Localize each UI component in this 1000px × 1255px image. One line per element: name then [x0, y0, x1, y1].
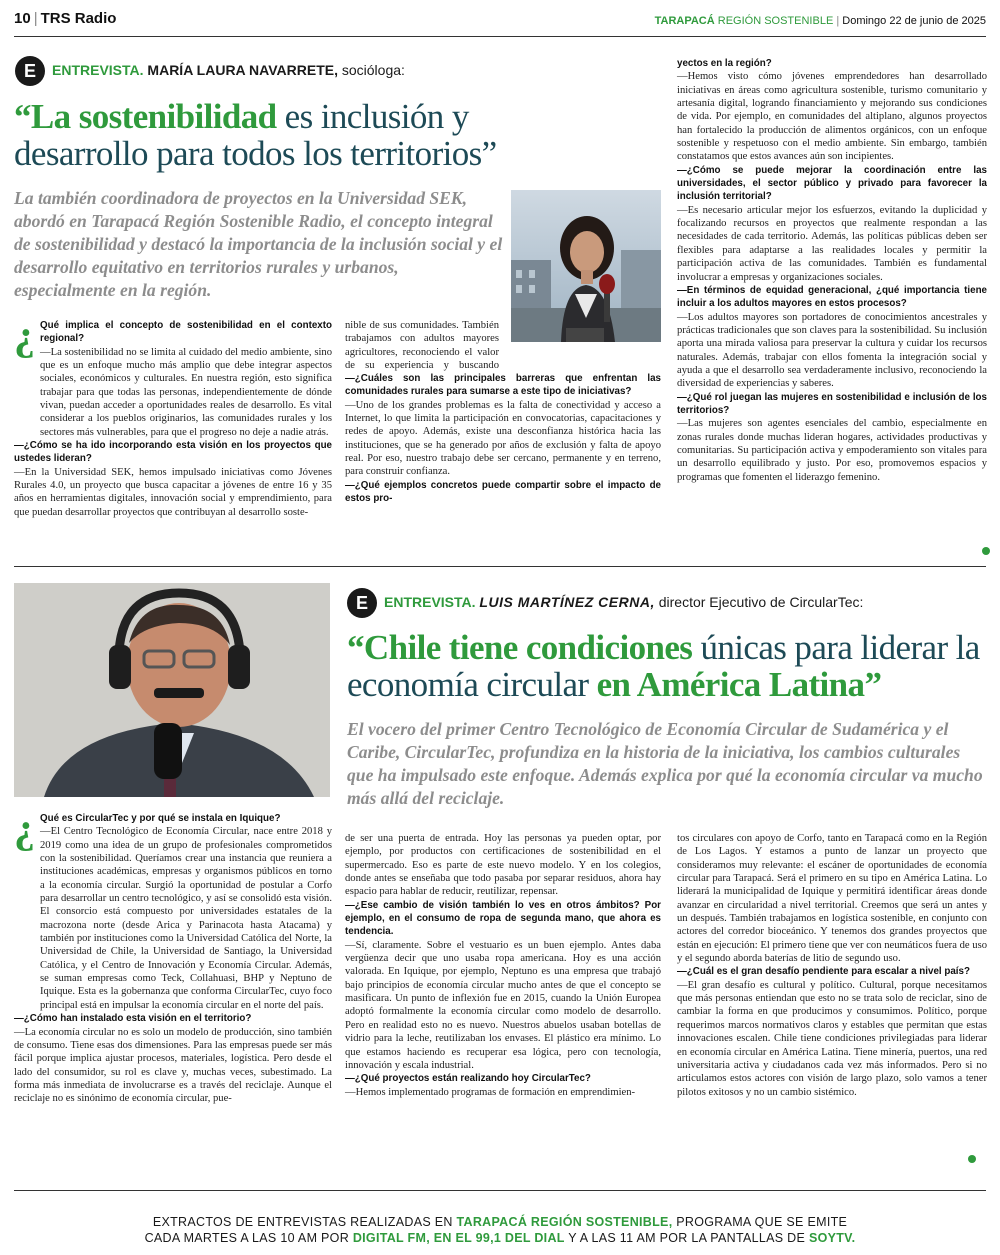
- answer: —Hemos visto cómo jóvenes emprendedores han desarrollado iniciativas en áreas como agricultura sostenible, turismo comunitario y artesanía digital, logrando financiamiento y mejorando sus condiciones de vida. Por ejemplo, en comunidades del altiplano, algunos proyectos han fortalecido la producción de alimentos orgánicos, con un enfoque sostenible y respetuoso con el medio ambiente. Sin embargo, también constatamos que estos avances aún son incipientes.: [677, 71, 987, 163]
- answer: —Sí, claramente. Sobre el vestuario es un buen ejemplo. Antes daba vergüenza decir que uno usaba ropa americana. Hoy es una acción valorada. En Iquique, por ejemplo, Neptuno es una empresa que trabajó bajo principios de economía circular mucho antes de que el concepto se masificara. Un punto de inflexión fue en 2015, cuando la Unión Europea adoptó formalmente la economía circular como modelo de desarrollo. Pero en realidad esto no es nuevo. Nuestros abuelos usaban botellas de vidrio para la leche, reutilizaban los envases. El plástico era mínimo. Lo que estamos haciendo es recuperar esa lógica, pero con tecnología, innovación y escala industrial.: [345, 939, 661, 1071]
- qa-block: [14, 319, 332, 439]
- program-name: TARAPACÁ REGIÓN SOSTENIBLE,: [456, 1215, 673, 1229]
- page-header-left: 10 | TRS Radio: [14, 10, 117, 27]
- headline-rest: únicas para liderar la economía circular: [347, 628, 980, 704]
- question: Qué es CircularTec y por qué se instala en Iquique?: [40, 813, 281, 824]
- headline-bold: “La sostenibilidad: [14, 97, 277, 136]
- lead-2: El vocero del primer Centro Tecnológico de Economía Circular de Sudamérica y el Caribe, CircularTec, profundiza en la historia de la iniciativa, los cambios culturales que ha impulsado este enfoque. Además explica por qué la economía circular va mucho más allá del reciclaje.: [347, 719, 983, 808]
- qa-block: [14, 812, 332, 1012]
- interviewee-role: director Ejecutivo de CircularTec:: [658, 594, 864, 610]
- question: —¿Cuál es el gran desafío pendiente para escalar a nivel país?: [677, 966, 970, 978]
- answer: —Los adultos mayores son portadores de conocimientos ancestrales y prácticas tradicionales que son claves para la sostenibilidad. Su inclusión aporta una mirada valiosa para preservar la cultura y cuidar los recursos naturales. Además, trabajar con ellos fomenta la integración social y ayuda a que el desarrollo sea verdaderamente inclusivo, reconociendo la diversidad de experiencias y saberes.: [677, 311, 987, 390]
- headline-bold: “Chile tiene condiciones: [347, 628, 693, 667]
- answer: nible de sus comunidades. También trabajamos con adultos mayores agricultores, reconociendo el valor de su experiencia y buscando: [345, 320, 499, 372]
- interviewee-role: socióloga:: [341, 62, 405, 78]
- question: yectos en la región?: [677, 58, 772, 69]
- question: —¿Qué proyectos están realizando hoy CircularTec?: [345, 1073, 591, 1085]
- page-number: 10: [14, 10, 31, 27]
- headline-rest: es inclusión y desarrollo para todos los territorios”: [14, 97, 497, 173]
- page-header-right: TARAPACÁ REGIÓN SOSTENIBLE | Domingo 22 de junio de 2025: [654, 15, 986, 27]
- kicker-2: [384, 594, 863, 610]
- answer: —El Centro Tecnológico de Economía Circular, nace entre 2018 y 2019 como una idea de un grupo de profesionales comprometidos con la sostenibilidad. Queríamos crear una instancia que reuniera a instituciones académicas, empresas y organismos públicos en torno a la economía circular. Surgió la oportunidad de postular a Corfo para desarrollar un centro tecnológico, y así se consolidó esta visión. El consorcio está compuesto por universidades estatales de la macrozona norte (desde Arica y Parinacota hasta Atacama) y también por instituciones como la Universidad Católica del Norte, la Universidad de Chile, la Universidad de Santiago, la Universidad Católica, y el Centro de Innovación y Economía Circular. Además, se suman empresas como Teck, Collahuasi, BHP y Neptuno de Iquique. Esta es la gobernanza que conforma CircularTec, cuyo foco principal está en impulsar la economía circular en el norte del país.: [40, 826, 332, 1011]
- answer: —Las mujeres son agentes esenciales del cambio, especialmente en zonas rurales donde muchas lideran hogares, actividades productivas y comunitarias. Su participación activa y empoderamiento son vitales para un desarrollo equilibrado y justo. Por eso, promovemos espacios y programas que fomenten el liderazgo femenino.: [677, 418, 987, 483]
- article1-column-3: [677, 57, 987, 484]
- footer-line-1: EXTRACTOS DE ENTREVISTAS REALIZADAS EN TARAPACÁ REGIÓN SOSTENIBLE, PROGRAMA QUE SE EMITE: [152, 1215, 848, 1229]
- interviewee-name: LUIS MARTÍNEZ CERNA,: [479, 594, 655, 610]
- tv-channel: SOYTV.: [808, 1231, 856, 1245]
- brand-name: TARAPACÁ: [654, 15, 715, 27]
- brand-subtitle: REGIÓN SOSTENIBLE: [717, 15, 834, 27]
- answer: —Es necesario articular mejor los esfuerzos, evitando la duplicidad y focalizando recursos en proyectos que realmente respondan a las necesidades de cada territorio. Además, las políticas públicas deben ser flexibles para adaptarse a las realidades locales y permitir la participación activa de las comunidades. También es fundamental involucrar a empresas y organizaciones sociales.: [677, 204, 987, 283]
- question: —¿Cómo han instalado esta visión en el territorio?: [14, 1013, 252, 1025]
- headline-1: [14, 98, 574, 172]
- answer: tos circulares con apoyo de Corfo, tanto en Tarapacá como en la Región de Los Lagos. Y estamos a punto de lanzar un proyecto que consideramos muy relevante: el escáner de oportunidades de economía circular para Tarapacá. Será el primero en su tipo en América Latina. Lo liderará la municipalidad de Iquique y permitirá identificar áreas donde avanzar en circularidad a nivel territorial. Creemos que será un antes y un después. También trabajamos en logística sostenible, en conjunto con actores del corredor bioceánico. Y tenemos dos grandes proyectos que están en ejecución: El primero tiene que ver con neumáticos fuera de uso y el segundo aborda baterías de litio de segundo uso.: [677, 833, 987, 965]
- footer-line-2: CADA MARTES A LAS 10 AM POR DIGITAL FM, EN EL 99,1 DEL DIAL Y A LAS 11 AM POR LA PANTALLAS DE SOYTV.: [144, 1231, 856, 1245]
- article1-column-2: [345, 319, 661, 505]
- headline-bold-2: en América Latina”: [596, 665, 882, 704]
- kicker-1: [52, 62, 405, 78]
- interview-badge-2: E: [347, 588, 377, 618]
- answer: de ser una puerta de entrada. Hoy las personas ya pueden optar, por ejemplo, por productos con certificaciones de sostenibilidad en el supermercado. Eso es parte de este nuevo modelo. Y en los colegios, donde antes se enseñaba que todo pasaba por separar residuos, ahora hay espacio para hablar de reducir, reutilizar, repensar.: [345, 833, 661, 898]
- section-name: TRS Radio: [40, 10, 117, 27]
- footer-rule: [14, 1190, 986, 1191]
- end-mark-dot: [968, 1155, 976, 1163]
- interview-badge-1: E: [15, 56, 45, 86]
- article2-column-2: [345, 832, 661, 1099]
- interviewee-name: MARÍA LAURA NAVARRETE,: [147, 62, 338, 78]
- question: —¿Qué ejemplos concretos puede compartir sobre el impacto de estos pro-: [345, 479, 661, 505]
- radio-station: DIGITAL FM, EN EL 99,1 DEL DIAL: [352, 1231, 565, 1245]
- portrait-photo-luis: [14, 583, 330, 797]
- question: Qué implica el concepto de sostenibilidad en el contexto regional?: [40, 320, 332, 345]
- question: —¿Cómo se ha ido incorporando esta visión en los proyectos que ustedes lideran?: [14, 440, 332, 465]
- question-mark-2: ¿: [14, 806, 35, 852]
- answer: —En la Universidad SEK, hemos impulsado iniciativas como Jóvenes Rurales 4.0, un proyecto que busca capacitar a jóvenes de entre 16 y 35 años en herramientas digitales, innovación social y emprendimiento, para que puedan desarrollar proyectos que contribuyan al desarrollo soste-: [14, 466, 332, 518]
- issue-date: Domingo 22 de junio de 2025: [842, 15, 986, 27]
- headline-2: [347, 629, 987, 703]
- question: —¿Qué rol juegan las mujeres en sostenibilidad e inclusión de los territorios?: [677, 391, 987, 416]
- answer: —Uno de los grandes problemas es la falta de conectividad y acceso a Internet, lo que limita la participación en convocatorias, capacitaciones y redes de apoyo. Además, existe una desconfianza histórica hacia las instituciones, que se ha generado por años de exclusión y falta de apoyo real. Por eso, nuestro trabajo debe ser cercano, permanente y en terreno, para construir confianza.: [345, 399, 661, 478]
- answer: —Hemos implementado programas de formación en emprendimien-: [345, 1086, 636, 1098]
- header-rule: [14, 36, 986, 37]
- kicker-label: ENTREVISTA.: [52, 62, 144, 78]
- footer-note: [0, 1214, 1000, 1246]
- question: —¿Ese cambio de visión también lo ves en otros ámbitos? Por ejemplo, en el consumo de ropa de segunda mano, que ahora es tendencia.: [345, 899, 661, 938]
- question: —¿Cuáles son las principales barreras que enfrentan las comunidades rurales para sumarse a este tipo de iniciativas?: [345, 373, 661, 398]
- section-divider: [14, 566, 986, 567]
- article2-column-3: [677, 832, 987, 1099]
- answer: —La economía circular no es solo un modelo de producción, sino también de consumo. Tiene esas dos dimensiones. Para las empresas puede ser más fácil porque implica ajustar procesos, materiales, logística. Pero desde el lado del consumidor, su rol es clave y, muchas veces, subestimado. La forma más inmediata de involucrarse es a través del reciclaje. Aunque el reciclaje no es sinónimo de economía circular, pue-: [14, 1026, 332, 1105]
- article1-column-1: [14, 319, 332, 519]
- lead-1: La también coordinadora de proyectos en la Universidad SEK, abordó en Tarapacá Región Sostenible Radio, el concepto integral de sostenibilidad y destacó la importancia de la inclusión social y el desarrollo equitativo en territorios rurales y urbanos, especialmente en la región.: [14, 188, 503, 300]
- answer: —La sostenibilidad no se limita al cuidado del medio ambiente, sino que es un enfoque mucho más amplio que debe integrar aspectos sociales, económicos y culturales. En nuestra región, esto significa trabajar para que todas las personas, independientemente de dónde vivan, puedan acceder a oportunidades reales de desarrollo. Es vital considerar a los pueblos originarios, las comunidades rurales y los sectores más vulnerables, para que el progreso no deje a nadie atrás.: [40, 346, 332, 438]
- answer: —El gran desafío es cultural y político. Cultural, porque necesitamos que más personas entiendan que esto no se trata solo de reciclar, sino de cambiar la forma en que producimos y consumimos. Político, porque requerimos marcos normativos claros y estables que permitan que estas innovaciones escalen. Chile tiene condiciones privilegiadas para liderar en economía circular en América Latina. Tiene minería, puertos, una red universitaria activa y ciudadanos cada vez más informados. Pero si no articulamos estos actores con visión de largo plazo, solo vamos a tener pilotos exitosos y no un cambio sistémico.: [677, 979, 987, 1098]
- article2-column-1: [14, 812, 332, 1106]
- question: —En términos de equidad generacional, ¿qué importancia tiene incluir a los adultos mayores en estos procesos?: [677, 284, 987, 310]
- question: —¿Cómo se puede mejorar la coordinación entre las universidades, el sector público y privado para favorecer la inclusión territorial?: [677, 164, 987, 203]
- kicker-label: ENTREVISTA.: [384, 594, 476, 610]
- question-mark-1: ¿: [14, 313, 35, 359]
- end-mark-dot: [982, 547, 990, 555]
